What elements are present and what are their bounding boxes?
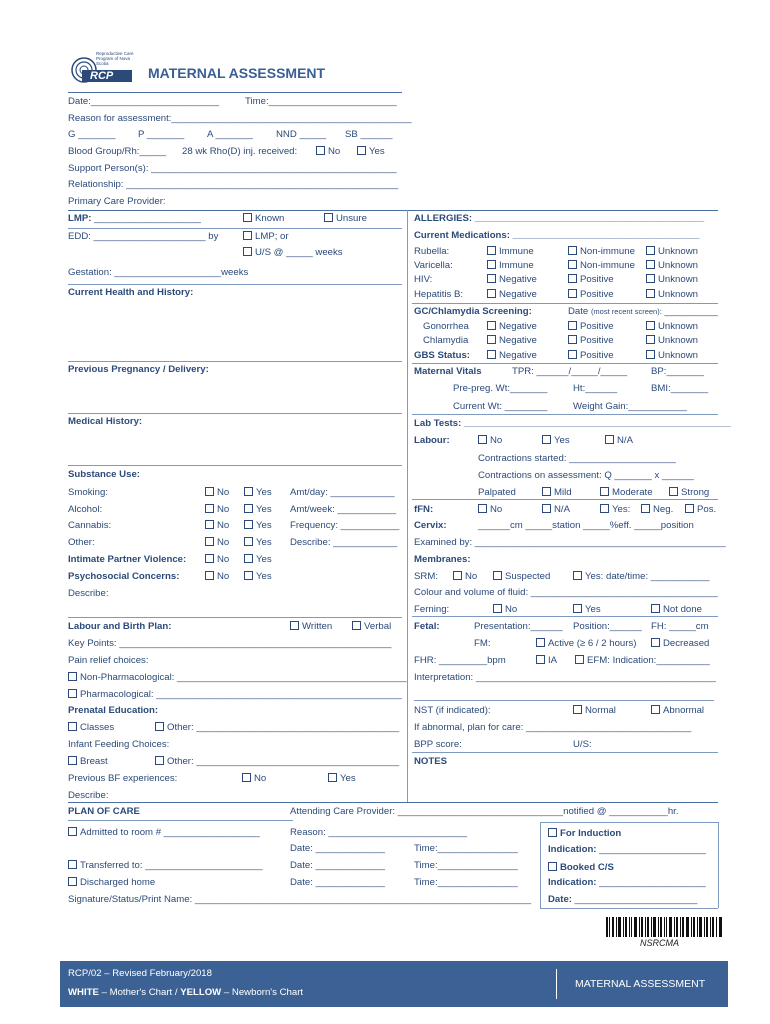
ffn-yes-checkbox[interactable]: Yes: [600, 504, 630, 516]
barcode [606, 917, 722, 948]
non-pharm-checkbox[interactable]: Non-Pharmacological: ___________________________________________ [68, 672, 406, 684]
describe-other-field[interactable]: Describe: ____________ [290, 537, 398, 548]
ffn-label: fFN: [414, 504, 434, 515]
prev-bf-yes-checkbox[interactable]: Yes [328, 773, 356, 785]
booked-cs-checkbox[interactable]: Booked C/S [548, 862, 614, 874]
contractions-assess-field[interactable]: Contractions on assessment: Q _______ x ______ [478, 470, 694, 481]
alcohol-no-checkbox[interactable]: No [205, 504, 229, 516]
reason-plan-field[interactable]: Reason: __________________________ [290, 827, 468, 838]
gbs-negative-checkbox[interactable]: Negative [487, 350, 537, 362]
cannabis-no-checkbox[interactable]: No [205, 520, 229, 532]
a-field[interactable]: A _______ [207, 129, 253, 140]
other-label: Other: [68, 537, 95, 548]
g-field[interactable]: G _______ [68, 129, 116, 140]
support-field[interactable]: Support Person(s): ______________________________________________ [68, 163, 397, 174]
lab-tests-field[interactable]: Lab Tests: __________________________________________________ [414, 418, 731, 429]
fm-decreased-checkbox[interactable]: Decreased [651, 638, 709, 650]
prenatal-ed-label: Prenatal Education: [68, 705, 159, 716]
varicella-unknown-checkbox[interactable]: Unknown [646, 260, 698, 272]
ht-field[interactable]: Ht:______ [573, 383, 618, 394]
nnd-field[interactable]: NND _____ [276, 129, 327, 140]
moderate-checkbox[interactable]: Moderate [600, 487, 653, 499]
attending-provider-field[interactable]: Attending Care Provider: _______________________________notified @ ___________hr. [290, 806, 679, 817]
rubella-unknown-checkbox[interactable]: Unknown [646, 246, 698, 258]
ffn-pos-checkbox[interactable]: Pos. [685, 504, 716, 516]
labour-na-checkbox[interactable]: N/A [605, 435, 633, 447]
relationship-field[interactable]: Relationship: ___________________________________________________ [68, 179, 399, 190]
current-health-label: Current Health and History: [68, 287, 194, 298]
labour-label: Labour: [414, 435, 450, 446]
describe-label: Describe: [68, 588, 109, 599]
cannabis-label: Cannabis: [68, 520, 112, 531]
admit-time-field[interactable]: Time:_______________ [414, 843, 518, 854]
varicella-label: Varicella: [414, 260, 453, 271]
chl-positive-checkbox[interactable]: Positive [568, 335, 614, 347]
strong-checkbox[interactable]: Strong [669, 487, 709, 499]
ipv-label: Intimate Partner Violence: [68, 554, 187, 565]
page-title: MATERNAL ASSESSMENT [148, 65, 326, 81]
bmi-field[interactable]: BMI:_______ [651, 383, 709, 394]
barcode-text: NSRCMA [640, 938, 680, 948]
hepb-label: Hepatitis B: [414, 289, 464, 300]
medical-history-label: Medical History: [68, 416, 143, 427]
prepreg-wt-field[interactable]: Pre-preg. Wt:_______ [453, 383, 548, 394]
ia-checkbox[interactable]: IA [536, 655, 557, 667]
logo-text: RCP [90, 70, 114, 82]
srm-suspected-checkbox[interactable]: Suspected [493, 571, 550, 583]
blood-group-field[interactable]: Blood Group/Rh:_____ [68, 146, 167, 157]
ipv-no-checkbox[interactable]: No [205, 554, 229, 566]
breast-checkbox[interactable]: Breast [68, 756, 108, 768]
logo-subtext: Reproductive Care Program of Nova Scotia [96, 51, 134, 66]
notes-label: NOTES [414, 756, 448, 767]
pain-relief-label: Pain relief choices: [68, 655, 149, 666]
current-wt-field[interactable]: Current Wt: ________ [453, 401, 548, 412]
hiv-label: HIV: [414, 274, 433, 285]
infant-feeding-label: Infant Feeding Choices: [68, 739, 170, 750]
interpretation-field[interactable]: Interpretation: _____________________________________________ [414, 672, 716, 683]
gon-positive-checkbox[interactable]: Positive [568, 321, 614, 333]
rhod-label: 28 wk Rho(D) inj. received: [182, 146, 298, 157]
key-points-field[interactable]: Key Points: ___________________________________________________ [68, 638, 392, 649]
ferning-yes-checkbox[interactable]: Yes [573, 604, 601, 616]
labour-no-checkbox[interactable]: No [478, 435, 502, 447]
chl-unknown-checkbox[interactable]: Unknown [646, 335, 698, 347]
lmp-unsure-checkbox[interactable]: Unsure [324, 213, 367, 225]
discharge-time-field[interactable]: Time:_______________ [414, 877, 518, 888]
contractions-started-field[interactable]: Contractions started: ____________________ [478, 453, 676, 464]
lmp-label: LMP: ____________________ [68, 213, 201, 224]
nst-label: NST (if indicated): [414, 705, 491, 716]
discharge-date-field[interactable]: Date: _____________ [290, 877, 385, 888]
discharged-checkbox[interactable]: Discharged home [68, 877, 155, 889]
substance-use-label: Substance Use: [68, 469, 140, 480]
fhr-field[interactable]: FHR: _________bpm [414, 655, 506, 666]
srm-label: SRM: [414, 571, 438, 582]
date-field[interactable]: Date:________________________ [68, 96, 219, 107]
tpr-field[interactable]: TPR: ______/_____/_____ [512, 366, 628, 377]
pharm-checkbox[interactable]: Pharmacological: ______________________________________________ [68, 689, 402, 701]
psychosocial-label: Psychosocial Concerns: [68, 571, 180, 582]
membranes-label: Membranes: [414, 554, 471, 565]
varicella-nonimmune-checkbox[interactable]: Non-immune [568, 260, 635, 272]
ipv-yes-checkbox[interactable]: Yes [244, 554, 272, 566]
gbs-positive-checkbox[interactable]: Positive [568, 350, 614, 362]
ffn-neg-checkbox[interactable]: Neg. [641, 504, 673, 516]
fh-field[interactable]: FH: _____cm [651, 621, 709, 632]
feeding-other-checkbox[interactable]: Other: ______________________________________ [155, 756, 399, 768]
footer-title: MATERNAL ASSESSMENT [575, 978, 706, 990]
induction-indication-field[interactable]: Indication: ____________________ [548, 844, 706, 855]
rubella-nonimmune-checkbox[interactable]: Non-immune [568, 246, 635, 258]
primary-provider-label: Primary Care Provider: [68, 196, 166, 207]
examined-by-field[interactable]: Examined by: _______________________________________________ [414, 537, 726, 548]
ffn-no-checkbox[interactable]: No [478, 504, 502, 516]
ffn-na-checkbox[interactable]: N/A [542, 504, 570, 516]
cs-date-field[interactable]: Date: _______________________ [548, 894, 698, 905]
gon-negative-checkbox[interactable]: Negative [487, 321, 537, 333]
nst-normal-checkbox[interactable]: Normal [573, 705, 616, 717]
other-yes-checkbox[interactable]: Yes [244, 537, 272, 549]
ferning-label: Ferning: [414, 604, 450, 615]
chl-negative-checkbox[interactable]: Negative [487, 335, 537, 347]
hepb-positive-checkbox[interactable]: Positive [568, 289, 614, 301]
labour-yes-checkbox[interactable]: Yes [542, 435, 570, 447]
edd-us-checkbox[interactable]: U/S @ _____ weeks [243, 247, 343, 259]
plan-of-care-label: PLAN OF CARE [68, 806, 140, 817]
bpp-label: BPP score: [414, 739, 462, 750]
admit-date-field[interactable]: Date: _____________ [290, 843, 385, 854]
for-induction-checkbox[interactable]: For Induction [548, 828, 621, 840]
rubella-label: Rubella: [414, 246, 450, 257]
ferning-no-checkbox[interactable]: No [493, 604, 517, 616]
prev-bf-label: Previous BF experiences: [68, 773, 178, 784]
transferred-checkbox[interactable]: Transferred to: ______________________ [68, 860, 263, 872]
transfer-date-field[interactable]: Date: _____________ [290, 860, 385, 871]
cervix-label: Cervix: [414, 520, 447, 531]
other-no-checkbox[interactable]: No [205, 537, 229, 549]
amt-week-field[interactable]: Amt/week: ___________ [290, 504, 397, 515]
psycho-no-checkbox[interactable]: No [205, 571, 229, 583]
rubella-immune-checkbox[interactable]: Immune [487, 246, 534, 258]
frequency-field[interactable]: Frequency: ___________ [290, 520, 400, 531]
lmp-known-checkbox[interactable]: Known [243, 213, 284, 225]
gc-date-field[interactable]: Date (most recent screen): __________ [568, 306, 718, 317]
us-label: U/S: [573, 739, 592, 750]
alcohol-yes-checkbox[interactable]: Yes [244, 504, 272, 516]
hiv-unknown-checkbox[interactable]: Unknown [646, 274, 698, 286]
edd-lmp-checkbox[interactable]: LMP; or [243, 231, 289, 243]
amt-day-field[interactable]: Amt/day: ____________ [290, 487, 395, 498]
footer-bar [60, 961, 728, 1007]
plan-verbal-checkbox[interactable]: Verbal [352, 621, 391, 633]
fluid-colour-field[interactable]: Colour and volume of fluid: ___________________________________ [414, 587, 718, 598]
edd-field[interactable]: EDD: _____________________ by [68, 231, 219, 242]
bp-field[interactable]: BP:_______ [651, 366, 704, 377]
classes-checkbox[interactable]: Classes [68, 722, 114, 734]
mild-checkbox[interactable]: Mild [542, 487, 572, 499]
current-meds-field[interactable]: Current Medications: ___________________________________ [414, 230, 700, 241]
hepb-negative-checkbox[interactable]: Negative [487, 289, 537, 301]
plan-written-checkbox[interactable]: Written [290, 621, 332, 633]
maternal-vitals-label: Maternal Vitals [414, 366, 482, 377]
rhod-no-checkbox[interactable]: No [316, 146, 340, 158]
prev-bf-no-checkbox[interactable]: No [242, 773, 266, 785]
psycho-yes-checkbox[interactable]: Yes [244, 571, 272, 583]
gc-screening-label: GC/Chlamydia Screening: [414, 306, 532, 317]
describe-bf-label: Describe: [68, 790, 109, 801]
fm-active-checkbox[interactable]: Active (≥ 6 / 2 hours) [536, 638, 636, 650]
chlamydia-label: Chlamydia [423, 335, 469, 346]
revision-text: RCP/02 – Revised February/2018 [68, 968, 212, 979]
admitted-checkbox[interactable]: Admitted to room # __________________ [68, 827, 260, 839]
copy-distribution-text: WHITE – Mother's Chart / YELLOW – Newborn's Chart [68, 987, 304, 998]
palpated-label: Palpated [478, 487, 516, 498]
smoking-label: Smoking: [68, 487, 108, 498]
gbs-status-label: GBS Status: [414, 350, 470, 361]
labour-plan-label: Labour and Birth Plan: [68, 621, 172, 632]
hepb-unknown-checkbox[interactable]: Unknown [646, 289, 698, 301]
nst-abnormal-checkbox[interactable]: Abnormal [651, 705, 704, 717]
p-field[interactable]: P _______ [138, 129, 185, 140]
signature-field[interactable]: Signature/Status/Print Name: _______________________________________________________________ [68, 894, 532, 905]
transfer-time-field[interactable]: Time:_______________ [414, 860, 518, 871]
srm-no-checkbox[interactable]: No [453, 571, 477, 583]
hiv-negative-checkbox[interactable]: Negative [487, 274, 537, 286]
sb-field[interactable]: SB ______ [345, 129, 393, 140]
gbs-unknown-checkbox[interactable]: Unknown [646, 350, 698, 362]
cervix-fields[interactable]: ______cm _____station _____%eff. _____position [478, 520, 694, 531]
gonorrhea-label: Gonorrhea [423, 321, 469, 332]
varicella-immune-checkbox[interactable]: Immune [487, 260, 534, 272]
cs-indication-field[interactable]: Indication: ____________________ [548, 877, 706, 888]
abnormal-plan-field[interactable]: If abnormal, plan for care: _______________________________ [414, 722, 692, 733]
rcp-logo [68, 50, 148, 84]
presentation-field[interactable]: Presentation:______ [474, 621, 563, 632]
alcohol-label: Alcohol: [68, 504, 103, 515]
efm-checkbox[interactable]: EFM: Indication:__________ [575, 655, 710, 667]
gestation-field[interactable]: Gestation: ____________________weeks [68, 267, 249, 278]
time-field[interactable]: Time:________________________ [245, 96, 397, 107]
rhod-yes-checkbox[interactable]: Yes [357, 146, 385, 158]
fetal-label: Fetal: [414, 621, 440, 632]
gon-unknown-checkbox[interactable]: Unknown [646, 321, 698, 333]
allergies-field[interactable]: ALLERGIES: ___________________________________________ [414, 213, 705, 224]
prenatal-other-checkbox[interactable]: Other: ______________________________________ [155, 722, 399, 734]
srm-yes-checkbox[interactable]: Yes: date/time: ___________ [573, 571, 709, 583]
smoking-no-checkbox[interactable]: No [205, 487, 229, 499]
ferning-notdone-checkbox[interactable]: Not done [651, 604, 702, 616]
position-field[interactable]: Position:______ [573, 621, 642, 632]
weight-gain-field[interactable]: Weight Gain:___________ [573, 401, 687, 412]
fm-label: FM: [474, 638, 491, 649]
smoking-yes-checkbox[interactable]: Yes [244, 487, 272, 499]
hiv-positive-checkbox[interactable]: Positive [568, 274, 614, 286]
cannabis-yes-checkbox[interactable]: Yes [244, 520, 272, 532]
reason-field[interactable]: Reason for assessment:_____________________________________________ [68, 113, 412, 124]
prev-pregnancy-label: Previous Pregnancy / Delivery: [68, 364, 209, 375]
